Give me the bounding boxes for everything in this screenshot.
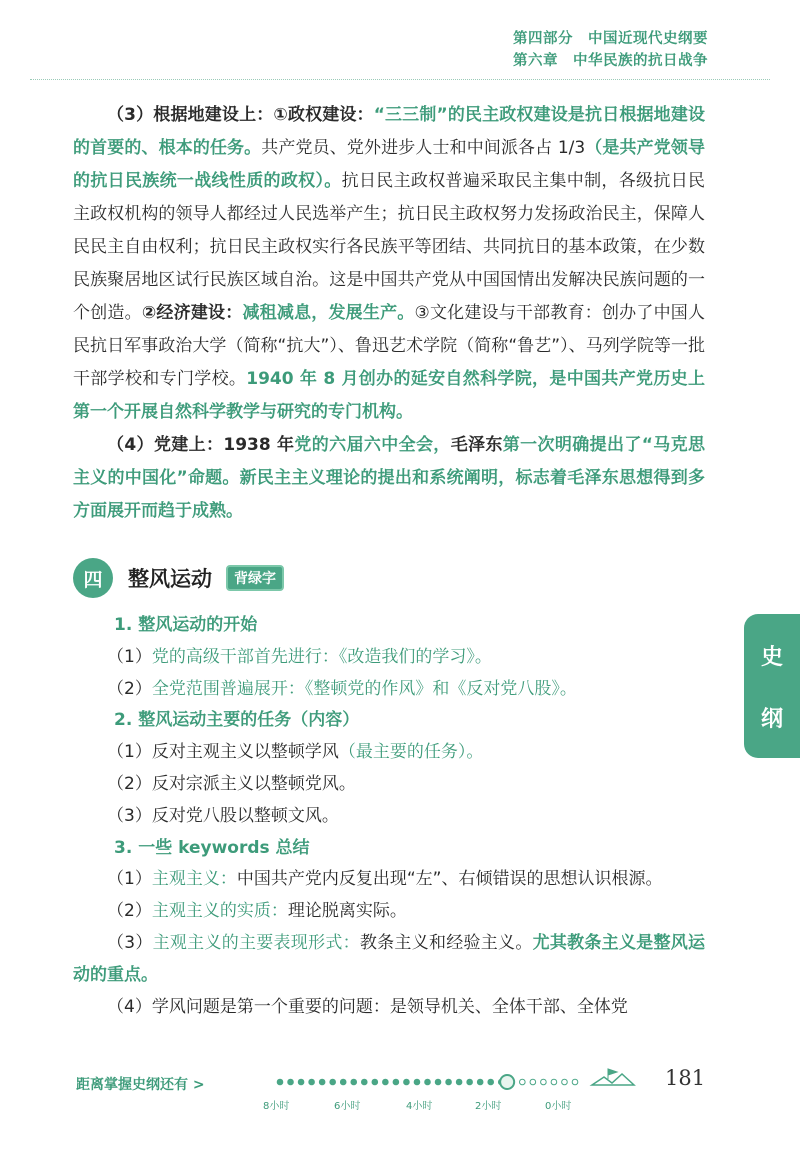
timeline-dot (446, 1079, 452, 1085)
list-item (73, 737, 705, 769)
timeline-dot (404, 1079, 410, 1085)
text-run: 理论脱离实际。 (287, 901, 407, 922)
item-lead: 根据地建设上： (153, 105, 274, 125)
tab-char: 纲 (761, 707, 784, 732)
key-sentence: 党的六届六中全会， (294, 435, 451, 455)
timeline-dot (309, 1079, 315, 1085)
term-label: 主观主义的主要表现形式： (152, 932, 360, 953)
key-sentence: 1940 年 8 月创办的延安自然科学院，是中国共产党历史上第一个开展自然科学教学与研究的专门机构。 (73, 369, 705, 422)
timeline-dot (383, 1079, 389, 1085)
subheading: 1. 整风运动的开始 (114, 615, 258, 635)
text-run: 全党范围普遍展开：《整顿党的作风》和《反对党八股》。 (151, 678, 577, 699)
text-run: 教条主义和经验主义。 (359, 932, 533, 953)
timeline-dot (435, 1079, 441, 1085)
timeline-label: 0小时 (545, 1101, 572, 1112)
timeline-dot (551, 1079, 557, 1085)
timeline-dot (467, 1079, 473, 1085)
flag-icon (608, 1069, 617, 1079)
subheading: 2. 整风运动主要的任务（内容） (114, 710, 360, 731)
list-item (73, 674, 705, 706)
section-tag: 背绿字 (226, 565, 284, 591)
timeline-label: 6小时 (334, 1101, 361, 1112)
item-number: （3） (107, 932, 153, 953)
page-number: 181 (665, 1066, 706, 1090)
timeline-dot (562, 1079, 568, 1085)
timeline-dot (319, 1079, 325, 1085)
text-run: （最主要的任务）。 (338, 742, 484, 763)
list-item (73, 642, 705, 674)
item-number: （3） (107, 105, 154, 125)
text-run: 抗日民主政权普遍采取民主集中制，各级抗日民主政权机构的领导人都经过人民选举产生；抗日民主政权努力发扬政治民主，保障人民民主自由权利；抗日民主政权实行各民族平等团结、共同抗日的基本政策，在少数民族聚居地区试行民族区域自治。这是中国共产党从中国国情出发解决民族问题的一个创造。 (73, 171, 706, 323)
key-sentence: （是共产党领导的抗日民族统一战线性质的政权）。 (73, 138, 706, 191)
text-run: 共产党员、党外进步人士和中间派各占 1/3 (261, 138, 586, 158)
progress-marker (500, 1075, 514, 1089)
timeline-label: 4小时 (406, 1101, 433, 1112)
timeline-dot (361, 1079, 367, 1085)
sub-label: ②经济建设： (141, 303, 243, 323)
mountain-icon (592, 1074, 634, 1085)
timeline-dot (520, 1079, 526, 1085)
list-item: （2）反对宗派主义以整顿党风。 (107, 773, 356, 794)
timeline-dot (288, 1079, 294, 1085)
timeline-dot (541, 1079, 547, 1085)
footer-progress-text: 距离掌握史纲还有 > (76, 1077, 205, 1093)
item-number: （4） (107, 435, 154, 455)
text-run: 中国共产党内反复出现“左”、右倾错误的思想认识根源。 (236, 869, 663, 890)
subheading: 3. 一些 keywords 总结 (114, 837, 310, 858)
paragraph-party-building (73, 429, 705, 528)
text-run: 党的高级干部首先进行：《改造我们的学习》。 (151, 646, 492, 667)
timeline-dot (298, 1079, 304, 1085)
key-sentence: 减租减息，发展生产。 (242, 303, 415, 323)
header-chapter: 第六章 中华民族的抗日战争 (513, 53, 708, 69)
item-lead: 党建上：1938 年 (153, 435, 295, 455)
item-number: （2） (107, 678, 152, 699)
list-item (73, 864, 705, 896)
item-number: （1） (107, 869, 152, 890)
timeline-dot (277, 1079, 283, 1085)
progress-timeline (270, 1065, 640, 1101)
sub-label: ①政权建设： (273, 105, 374, 125)
timeline-dot (351, 1079, 357, 1085)
timeline-label: 2小时 (475, 1101, 502, 1112)
timeline-dot (425, 1079, 431, 1085)
chapter-side-tab (744, 614, 800, 758)
term-label: 主观主义： (151, 869, 237, 890)
item-number: （1） (107, 646, 152, 667)
section-number-badge: 四 (73, 558, 113, 598)
timeline-dot (372, 1079, 378, 1085)
key-sentence: “三三制”的民主政权建设是抗日根据地建设的首要的、根本的任务。 (73, 105, 705, 158)
timeline-dot (340, 1079, 346, 1085)
paragraph-base-construction (73, 99, 705, 429)
timeline-label: 8小时 (263, 1101, 290, 1112)
section-title: 整风运动 (128, 567, 212, 591)
section-list (73, 610, 705, 1023)
timeline-dot (456, 1079, 462, 1085)
key-name: 毛泽东 (450, 435, 503, 455)
key-sentence: 尤其教条主义是整风运动的重点。 (73, 932, 706, 985)
timeline-dot (393, 1079, 399, 1085)
timeline-dot (414, 1079, 420, 1085)
term-label: 主观主义的实质： (151, 901, 288, 922)
list-item: （3）反对党八股以整顿文风。 (107, 805, 339, 826)
list-item: （4）学风问题是第一个重要的问题：是领导机关、全体干部、全体党 (107, 996, 628, 1017)
key-sentence: 第一次明确提出了“马克思主义的中国化”命题。新民主主义理论的提出和系统阐明，标志着毛泽东思想得到多方面展开而趋于成熟。 (73, 435, 706, 521)
text-run: ③文化建设与干部教育：创办了中国人民抗日军事政治大学（简称“抗大”）、鲁迅艺术学院（简称“鲁艺”）、马列学院等一批干部学校和专门学校。 (73, 303, 706, 389)
tab-char: 史 (761, 645, 784, 670)
list-item (73, 928, 705, 992)
item-number: （2） (107, 901, 152, 922)
main-body (73, 99, 705, 528)
header-divider (30, 79, 770, 80)
text-run: （1）反对主观主义以整顿学风 (107, 742, 339, 763)
list-item (73, 896, 705, 928)
header-part: 第四部分 中国近现代史纲要 (513, 31, 708, 47)
timeline-dot (488, 1079, 494, 1085)
timeline-dot (330, 1079, 336, 1085)
timeline-dot (530, 1079, 536, 1085)
timeline-dot (572, 1079, 578, 1085)
section-heading (73, 555, 284, 601)
timeline-dot (477, 1079, 483, 1085)
